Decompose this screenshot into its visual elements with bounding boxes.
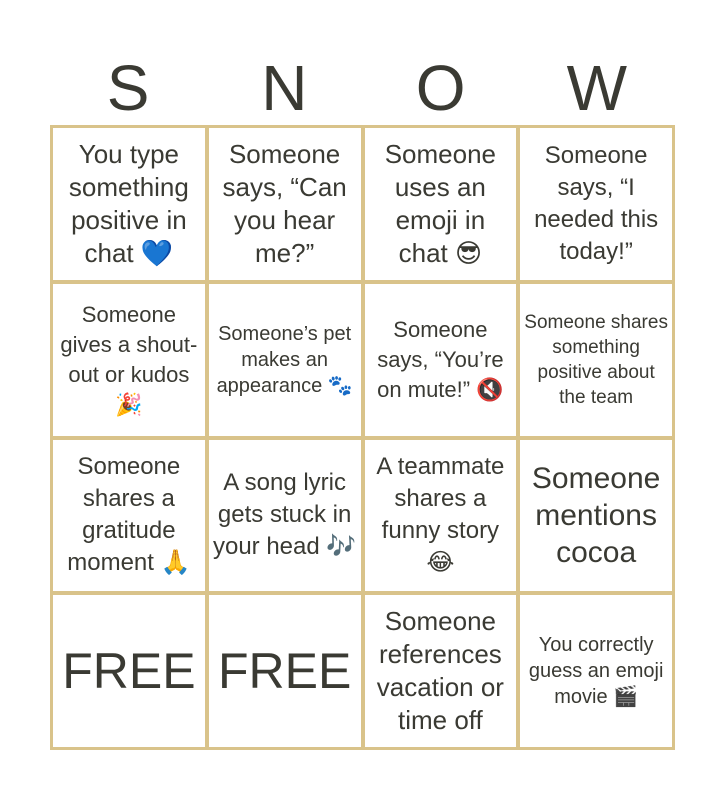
bingo-cell-r2c4[interactable] [520,284,672,436]
bingo-cell-r1c1[interactable] [53,128,205,280]
bingo-cell-free-2[interactable] [209,595,361,747]
cell-text: Someone says, “You’re on mute!” 🔇 [377,316,504,402]
bingo-cell-r3c2[interactable] [209,440,361,592]
header-letter-n: N [261,52,308,124]
bingo-board [50,125,675,750]
bingo-cell-r3c4[interactable] [520,440,672,592]
bingo-cell-r2c3[interactable] [365,284,517,436]
cell-text: FREE [217,643,352,700]
bingo-cell-r1c4[interactable] [520,128,672,280]
cell-text: A teammate shares a funny story 😂 [376,453,505,577]
cell-text: A song lyric gets stuck in your head 🎶 [212,469,357,561]
cell-text: FREE [62,643,196,700]
bingo-cell-r3c1[interactable] [53,440,205,592]
cell-text: Someone shares something positive about the team [524,311,668,408]
header-letter-w: W [566,52,628,124]
cell-text: Someone’s pet makes an appearance 🐾 [216,322,353,397]
header-letter-s: S [106,52,150,124]
bingo-cell-r4c3[interactable] [365,595,517,747]
bingo-cell-r3c3[interactable] [365,440,517,592]
bingo-cell-free-1[interactable] [53,595,205,747]
cell-text: Someone says, “Can you hear me?” [222,138,347,268]
bingo-cell-r2c2[interactable] [209,284,361,436]
cell-text: Someone shares a gratitude moment 🙏 [67,453,191,577]
bingo-cell-r4c4[interactable] [520,595,672,747]
bingo-cell-r1c3[interactable] [365,128,517,280]
cell-text: Someone gives a shout-out or kudos 🎉 [60,301,198,417]
bingo-cell-r1c2[interactable] [209,128,361,280]
cell-text: You correctly guess an emoji movie 🎬 [528,634,664,709]
cell-text: Someone mentions cocoa [531,461,661,569]
header-letter-o: O [415,52,466,124]
cell-text: You type something positive in chat 💙 [68,138,189,268]
bingo-header [50,52,675,124]
cell-text: Someone says, “I needed this today!” [534,141,659,265]
bingo-cell-r2c1[interactable] [53,284,205,436]
cell-text: Someone uses an emoji in chat 😎 [384,138,497,268]
cell-text: Someone references vacation or time off [376,606,504,736]
